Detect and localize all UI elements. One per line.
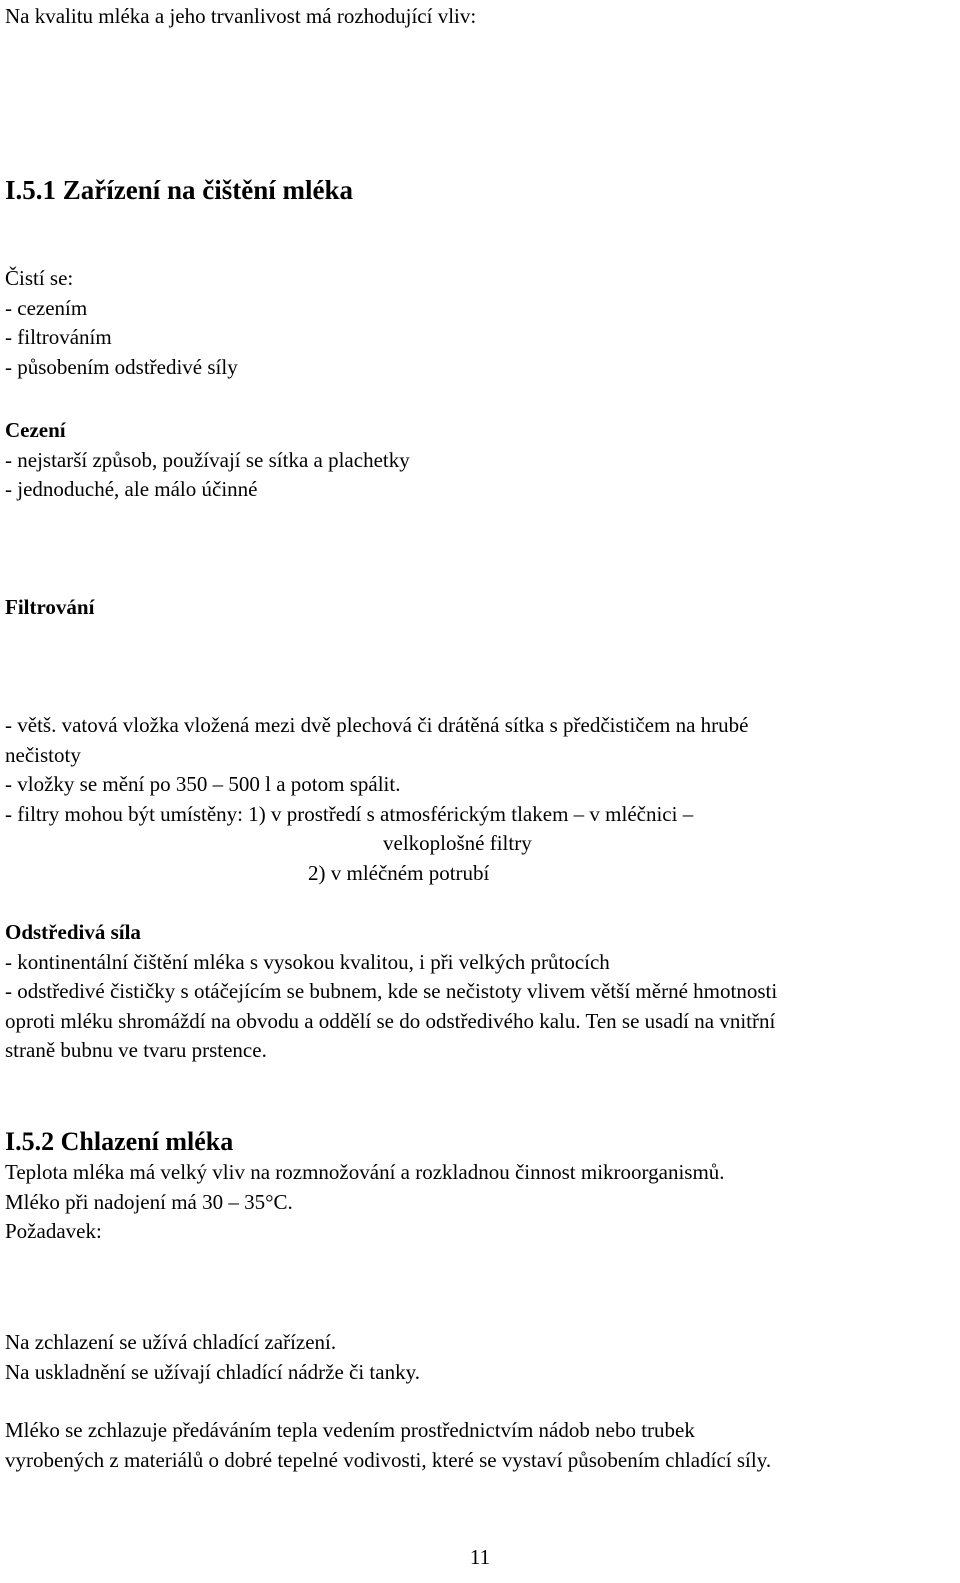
intro-line: Na kvalitu mléka a jeho trvanlivost má rozhodující vliv: xyxy=(5,4,477,28)
filtrovani-line: nečistoty xyxy=(5,742,81,767)
filtrovani-line: - filtry mohou být umístěny: 1) v prostředí s atmosférickým tlakem – v mléčnici – xyxy=(5,801,694,826)
requirement-label: Požadavek: xyxy=(5,1219,102,1243)
cezeni-item: - nejstarší způsob, používají se sítka a plachetky xyxy=(5,447,410,472)
intro-block xyxy=(5,2,955,32)
odstrediva-sila-line: oproti mléku shromáždí na obvodu a oddělí se do odstředivého kalu. Ten se usadí na vnitřní xyxy=(5,1008,776,1033)
cezeni-block xyxy=(5,416,955,505)
filtrovani-heading: Filtrování xyxy=(5,595,95,619)
section-152-heading: I.5.2 Chlazení mléka xyxy=(5,1127,234,1156)
odstrediva-sila-heading: Odstředivá síla xyxy=(5,920,141,944)
filtrovani-line: - vložky se mění po 350 – 500 l a potom spálit. xyxy=(5,772,401,796)
cooling-method-line: vyrobených z materiálů o dobré tepelné vodivosti, které se vystaví působením chladící síly. xyxy=(5,1447,772,1472)
page-number: 11 xyxy=(469,1545,491,1569)
cleaning-method-item: - filtrováním xyxy=(5,325,112,349)
cooling-equipment-line: Na zchlazení se užívá chladící zařízení. xyxy=(5,1330,337,1354)
cooling-method-line: Mléko se zchlazuje předáváním tepla vedením prostřednictvím nádob nebo trubek xyxy=(5,1418,695,1442)
cleaning-methods-block xyxy=(5,264,955,382)
cooling-method-block xyxy=(5,1416,955,1475)
cooling-equipment-line: Na uskladnění se užívají chladící nádrže či tanky. xyxy=(5,1359,420,1384)
odstrediva-sila-line: - odstředivé čističky s otáčejícím se bubnem, kde se nečistoty vlivem větší měrné hmotnosti xyxy=(5,979,778,1003)
section-151-heading-block xyxy=(5,173,955,207)
cezeni-heading: Cezení xyxy=(5,418,66,442)
section-152-block xyxy=(5,1126,955,1247)
cezeni-item: - jednoduché, ale málo účinné xyxy=(5,477,258,501)
cleaning-intro: Čistí se: xyxy=(5,266,74,290)
filtrovani-indented-line: velkoplošné filtry xyxy=(383,831,532,855)
odstrediva-sila-line: - kontinentální čištění mléka s vysokou kvalitou, i při velkých průtocích xyxy=(5,949,610,974)
section-152-line: Mléko při nadojení má 30 – 35°C. xyxy=(5,1189,293,1214)
cleaning-method-item: - působením odstředivé síly xyxy=(5,354,238,379)
cooling-equipment-block xyxy=(5,1328,955,1387)
cleaning-method-item: - cezením xyxy=(5,295,88,320)
filtrovani-line: - větš. vatová vložka vložená mezi dvě plechová či drátěná sítka s předčističem na hrubé xyxy=(5,713,749,737)
filtrovani-body xyxy=(5,711,955,888)
filtrovani-option-2: 2) v mléčném potrubí xyxy=(308,860,490,885)
section-151-heading: I.5.1 Zařízení na čištění mléka xyxy=(5,175,353,205)
filtrovani-heading-block xyxy=(5,593,955,623)
section-152-line: Teplota mléka má velký vliv na rozmnožování a rozkladnou činnost mikroorganismů. xyxy=(5,1160,725,1184)
odstrediva-sila-block xyxy=(5,918,955,1066)
odstrediva-sila-line: straně bubnu ve tvaru prstence. xyxy=(5,1038,267,1062)
